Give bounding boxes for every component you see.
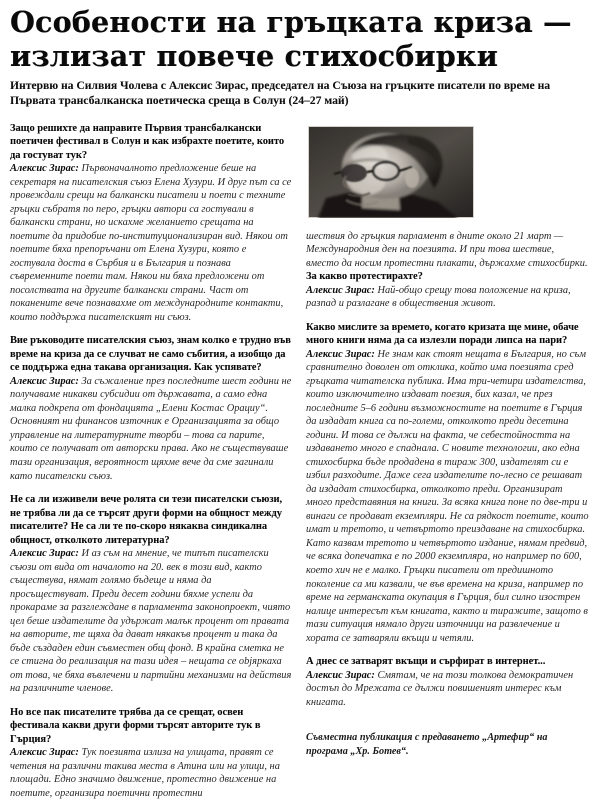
answer-paragraph xyxy=(10,162,293,324)
question-text: Вие ръководите писателския съюз, знам колко е трудно във време на криза да се случват не само събития, а изобщо да се поддържа една такава организация. Как успявате? xyxy=(10,335,291,374)
publication-credit: Съвместна публикация с предаването „Артефир“ на програма „Хр. Ботев“. xyxy=(306,732,548,757)
question-text: Защо решихте да направите Първия трансбалкански поетичен фестивал в Солун и как избрахте поетите, които да гостуват тук? xyxy=(10,122,285,161)
qa-block xyxy=(306,270,589,311)
speaker-label: Алексис Зирас: xyxy=(10,548,79,560)
answer-text: За съжаление през последните шест години не получаваме никакви субсидии от държавата, а само една малка подкрепа от фондацията „Елени Костас Орациу“. Основният ни финансов източник е Организацията за общо управление на литературните творби – това са парите, които се получават от авторски права. Ако не съществуваше тази организация, вероятност щяхме вече да сме загинали като писателски съюз. xyxy=(10,375,292,482)
question-text: За какво протестирахте? xyxy=(306,271,423,283)
answer-text: Не знам как стоят нещата в България, но съм сравнително доволен от отклика, който има поезията сред гръцката читателска публика. Има три-четири издателства, които изключително издават поезия, бих казал, че през последните 5–6 години възможностите на поетите в Гърция да издадат книга са по-големи, отколкото преди десетина години. И това се дължи на факта, че себестойността на издаването много е спаднала. С новите технологии, ако една стихосбирка бъде продадена в тираж 300, издателят си е избил разходите. Даже сега издателите по-лесно се решават да издадат стихосбирка, отколкото преди. Организират много представяния на книги. За всяка книга поне по две-три и винаги се продават екземпляри. Не са рядкост поетите, които имат и третото, и четвъртото преиздаване на стихосбирка. Като казвам третото и четвъртото издание, нямам предвид, че всяка допечатка е по 2000 екземпляра, но например по 600, което хич не е малко. Гръцки писатели от предишното поколение са ми казвали, че във времена на криза, например по време на германската окупация в Гърция, бил силно изострен налице интересът към книгата, както и тиражите, защото в тази ситуация нямало други източници на развлечение и хората се затваряли вкъщи и четяли. xyxy=(306,348,589,644)
speaker-label: Алексис Зирас: xyxy=(306,348,375,360)
article-standfirst: Интервю на Силвия Чолева с Алексис Зирас, председател на Съюза на гръцките писатели по време на Първата трансбалканска поетическа среща в Солун (24–27 май) xyxy=(10,79,551,108)
answer-paragraph xyxy=(10,547,293,696)
question-text: А днес се затварят вкъщи и сърфират в интернет... xyxy=(306,656,546,668)
question-text: Не са ли изживели вече ролята си тези писателски съюзи, не трябва ли да се търсят други форми на общност между писателите? Не са ли те по-скоро някаква синдикална общност, отколкото литературна? xyxy=(10,494,283,546)
continued-answer-text: шествия до гръцкия парламент в дните около 21 март — Международния ден на поезията. И при това шествие, вместо да носим протестни плакати, държахме стихосбирки. xyxy=(306,230,588,269)
answer-paragraph xyxy=(306,669,589,710)
qa-block xyxy=(10,706,293,800)
article-columns xyxy=(10,122,590,800)
question-text: Какво мислите за времето, когато кризата ще мине, обаче много книги няма да са излезли поради липса на пари? xyxy=(306,321,579,347)
answer-text: Тук поезията излиза на улицата, правят се четения на различни такива места в Атина или на улици, на площади. Едно значимо движение, протестно движение на поетите, организира поетични протестни xyxy=(10,747,280,799)
speaker-label: Алексис Зирас: xyxy=(10,747,79,759)
question-text: Но все пак писателите трябва да се срещат, освен фестивала какви други форми търсят авторите тук в Гърция? xyxy=(10,706,261,745)
portrait-photo-container xyxy=(308,126,474,218)
speaker-label: Алексис Зирас: xyxy=(306,284,375,296)
answer-paragraph xyxy=(306,348,589,645)
answer-paragraph xyxy=(10,746,293,800)
answer-text: Първоначалното предложение беше на секретаря на писателския съюз Елена Хузури. И друг път са се провеждали срещи на балкански писатели и поети с техните гръцки събратя по перо, гръцки автори са гостували в балкански страни, но искахме желанието срещата на поетите да придобие по-институционализиран вид. Някои от поетите бяха препоръчани от Елена Хузури, която е гостувала доста в Сърбия и в България и познава съвременните поети там. Някои ни бяха предложени от посолствата на другите балкански страни. Част от поканените вече познавахме от международните контакти, които поддържа писателският ни съюз. xyxy=(10,163,292,323)
answer-text: И аз съм на мнение, че типът писателски съюзи от вида от началото на 20. век в този вид, както съществува, нямат голямо бъдеще и няма да просъществуват. Преди десет години бяхме успели да прокараме за разглеждане в парламента законопроект, чиято цел беше издателите да удържат малък процент от правата на авторите, те щяха да дават някакъв процент и така да бъде създаден един съвместен общ фонд. В крайна сметка не се стигна до реализация на тази идея – нещата се objяркаха от това, че бяха въвлечени и партийни механизми на действия на различните членове. xyxy=(10,548,292,695)
answer-paragraph xyxy=(10,375,293,483)
qa-block xyxy=(306,321,589,645)
qa-block xyxy=(10,493,293,696)
qa-block xyxy=(10,122,293,325)
answer-text: Най-общо срещу това положение на криза, разпад и разлагане в обществения живот. xyxy=(306,284,571,310)
qa-block xyxy=(306,655,589,709)
answer-text: Смятам, че на този толкова демократичен достъп до Мрежата се дължи повишеният интерес към книгата. xyxy=(306,669,574,708)
portrait-of-aleksis-ziras-photo xyxy=(308,126,474,218)
speaker-label: Алексис Зирас: xyxy=(10,163,79,175)
right-column xyxy=(306,122,589,769)
answer-paragraph xyxy=(306,284,589,311)
qa-block xyxy=(10,334,293,483)
speaker-label: Алексис Зирас: xyxy=(10,375,79,387)
left-column xyxy=(10,122,293,800)
speaker-label: Алексис Зирас: xyxy=(306,669,375,681)
page-title: Особености на гръцката криза — излизат повече стихосбирки xyxy=(10,5,572,73)
